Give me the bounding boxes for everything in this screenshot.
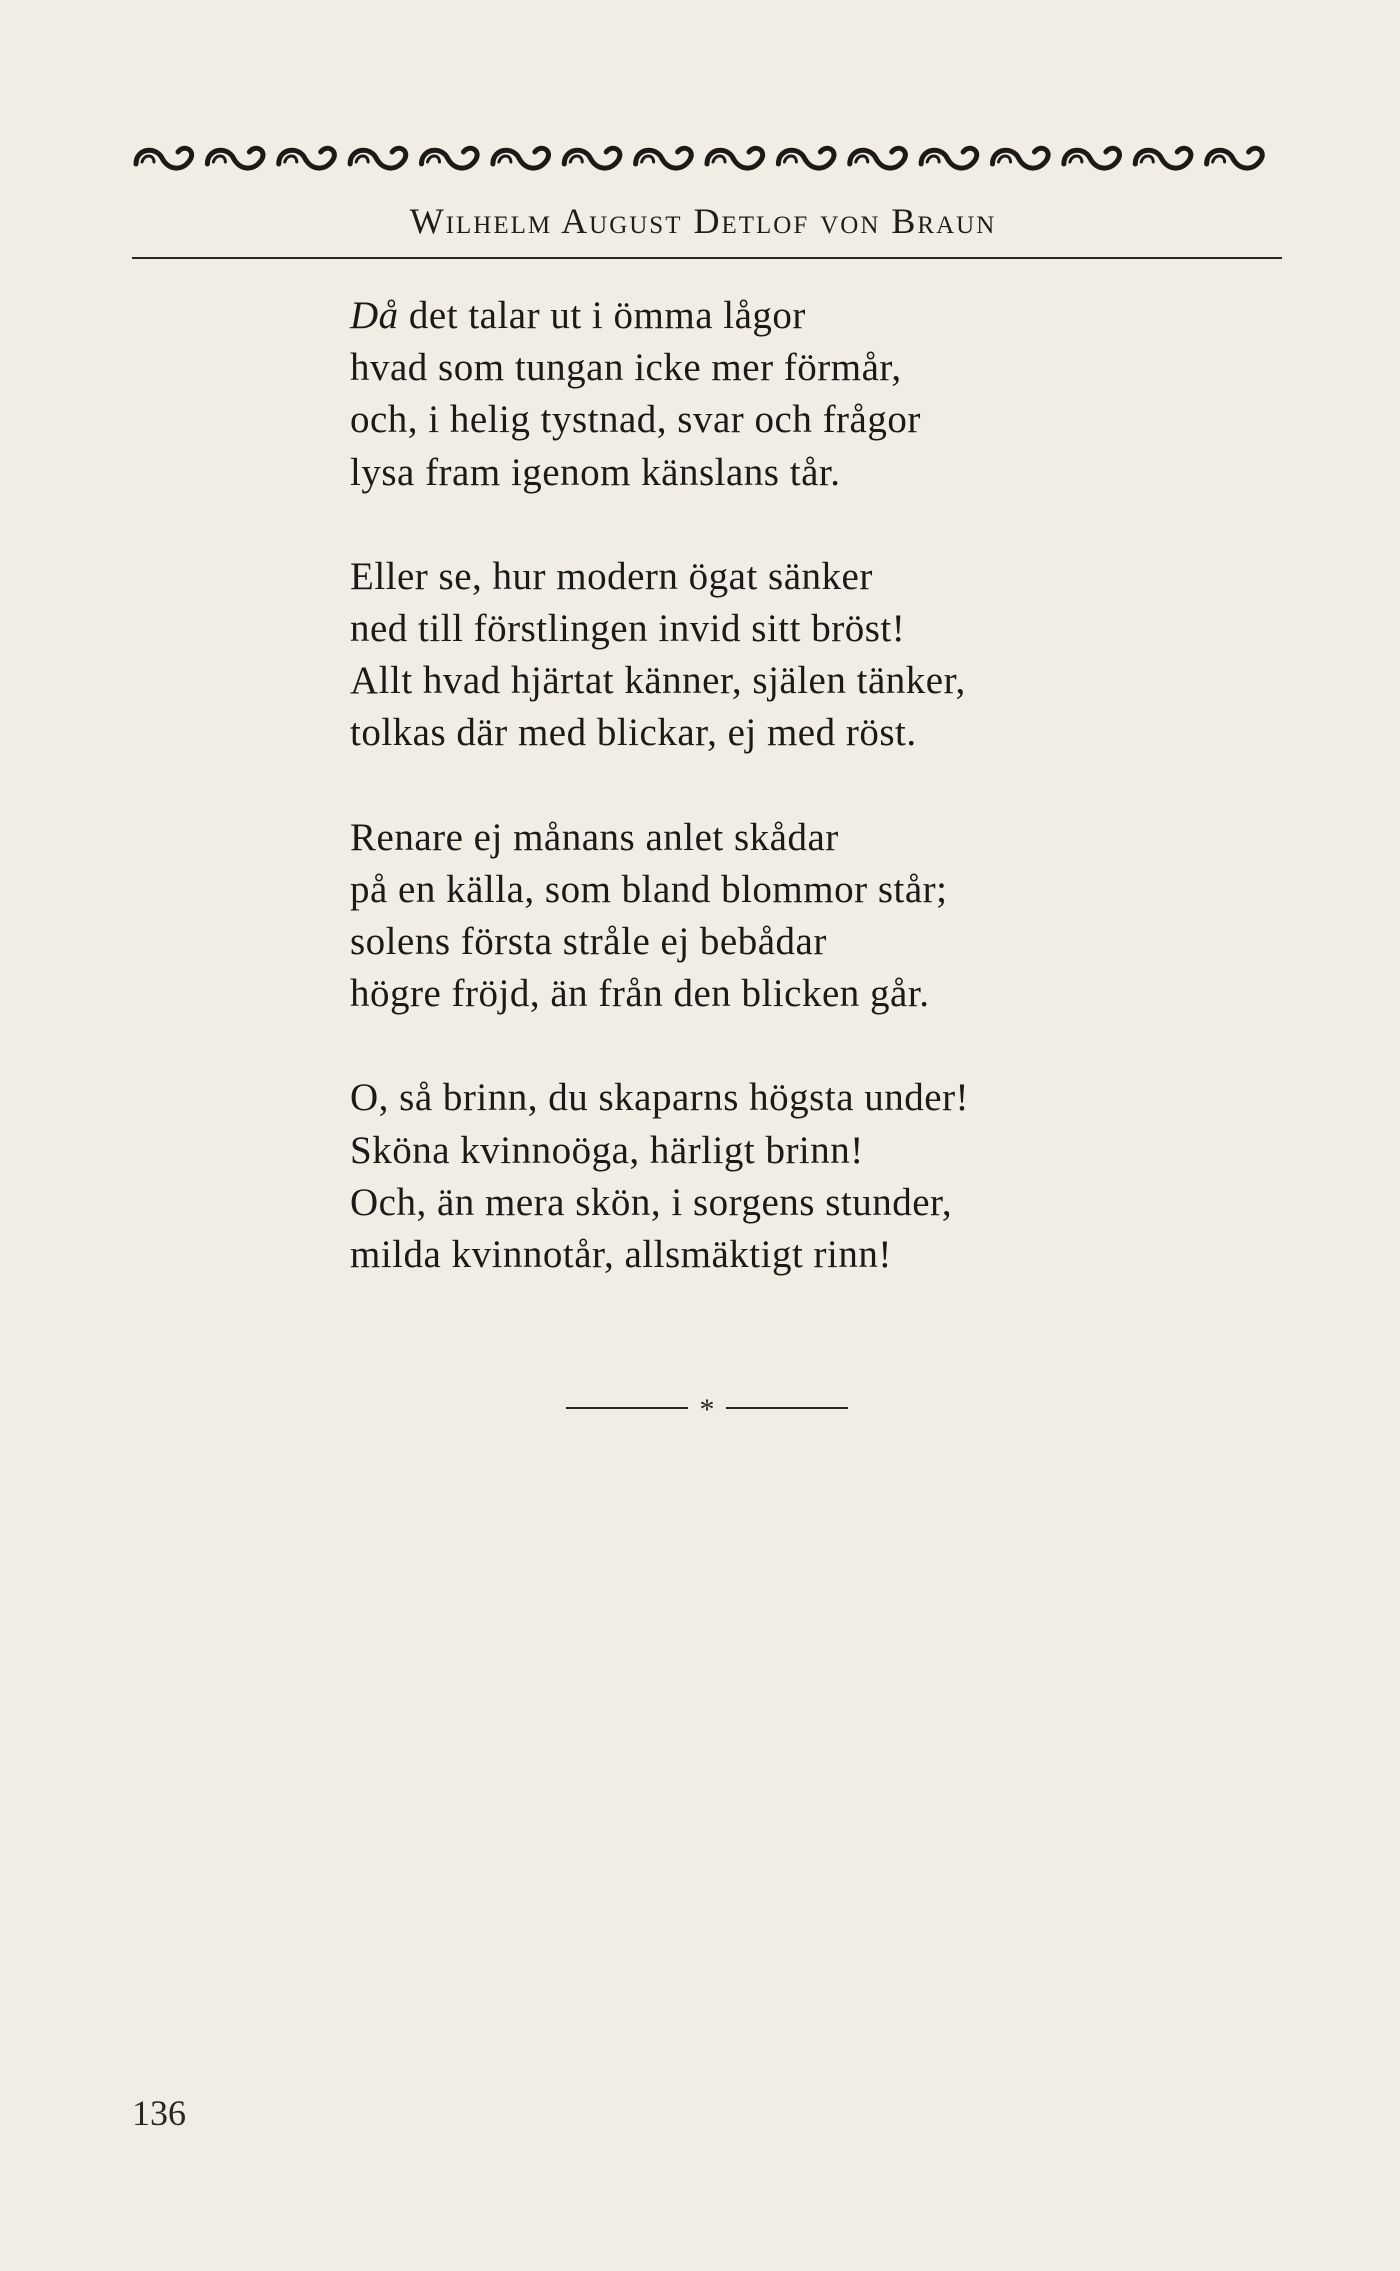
ornament-inner-curl bbox=[1070, 156, 1082, 162]
verse-line-text: solens första stråle ej bebådar bbox=[350, 920, 827, 964]
verse-line bbox=[350, 1072, 1190, 1124]
verse-line-text: O, så brinn, du skaparns högsta under! bbox=[350, 1076, 970, 1120]
verse-line bbox=[350, 707, 1190, 759]
ornament-inner-curl bbox=[1141, 156, 1153, 162]
verse-line-text: lysa fram igenom känslans tår. bbox=[350, 450, 841, 494]
verse-line bbox=[350, 864, 1190, 916]
verse-line bbox=[350, 603, 1190, 655]
ornament-inner-curl bbox=[713, 156, 725, 162]
verse-line-text: högre fröjd, än från den blicken går. bbox=[350, 972, 930, 1016]
verse-line-text: hvad som tungan icke mer förmår, bbox=[350, 346, 902, 390]
ornament-inner-curl bbox=[856, 156, 868, 162]
verse-line bbox=[350, 968, 1190, 1020]
ornament-inner-curl bbox=[499, 156, 511, 162]
verse-line-italic-lead: Då bbox=[350, 294, 399, 337]
verse-line-text: det talar ut i ömma lågor bbox=[398, 294, 806, 337]
separator-asterisk: * bbox=[699, 1393, 715, 1422]
verse-line-text: Sköna kvinnoöga, härligt brinn! bbox=[350, 1128, 864, 1172]
ornament-inner-curl bbox=[570, 156, 582, 162]
verse-line bbox=[350, 1125, 1190, 1177]
stanza bbox=[350, 812, 1190, 1021]
stanza bbox=[350, 290, 1190, 499]
verse-line-text: Renare ej månans anlet skådar bbox=[350, 815, 839, 859]
section-separator bbox=[566, 1392, 848, 1422]
verse-line bbox=[350, 394, 1190, 446]
verse-line-text: milda kvinnotår, allsmäktigt rinn! bbox=[350, 1233, 892, 1277]
verse-line bbox=[350, 551, 1190, 603]
ornament-inner-curl bbox=[356, 156, 368, 162]
header-rule bbox=[132, 257, 1282, 259]
ornament-inner-curl bbox=[142, 156, 154, 162]
ornament-inner-curl bbox=[927, 156, 939, 162]
verse-line-text: Allt hvad hjärtat känner, själen tänker, bbox=[350, 659, 966, 703]
verse-line bbox=[350, 290, 1190, 342]
verse-line bbox=[350, 812, 1190, 864]
verse-line-text: och, i helig tystnad, svar och frågor bbox=[350, 398, 921, 442]
stanza bbox=[350, 1072, 1190, 1281]
ornament-inner-curl bbox=[1213, 156, 1225, 162]
verse-line bbox=[350, 1229, 1190, 1281]
verse-line-text: tolkas där med blickar, ej med röst. bbox=[350, 711, 917, 755]
verse-line-text: ned till förstlingen invid sitt bröst! bbox=[350, 607, 906, 651]
ornament-inner-curl bbox=[428, 156, 440, 162]
verse-line bbox=[350, 655, 1190, 707]
verse-line-text: Eller se, hur modern ögat sänker bbox=[350, 554, 873, 598]
ornament-inner-curl bbox=[784, 156, 796, 162]
ornament-inner-curl bbox=[642, 156, 654, 162]
ornament-inner-curl bbox=[999, 156, 1011, 162]
verse-line-text: på en källa, som bland blommor står; bbox=[350, 867, 948, 911]
stanza bbox=[350, 551, 1190, 760]
running-head: Wilhelm August Detlof von Braun bbox=[409, 201, 997, 241]
verse-line bbox=[350, 916, 1190, 968]
verse-line bbox=[350, 447, 1190, 499]
verse-line-text: Och, än mera skön, i sorgens stunder, bbox=[350, 1180, 953, 1224]
ornament-inner-curl bbox=[285, 156, 297, 162]
ornament-inner-curl bbox=[213, 156, 225, 162]
page-number: 136 bbox=[132, 2093, 186, 2133]
verse-line bbox=[350, 1177, 1190, 1229]
verse-line bbox=[350, 342, 1190, 394]
scroll-wave-ornament-icon bbox=[132, 136, 1274, 184]
poem bbox=[350, 290, 1190, 1333]
